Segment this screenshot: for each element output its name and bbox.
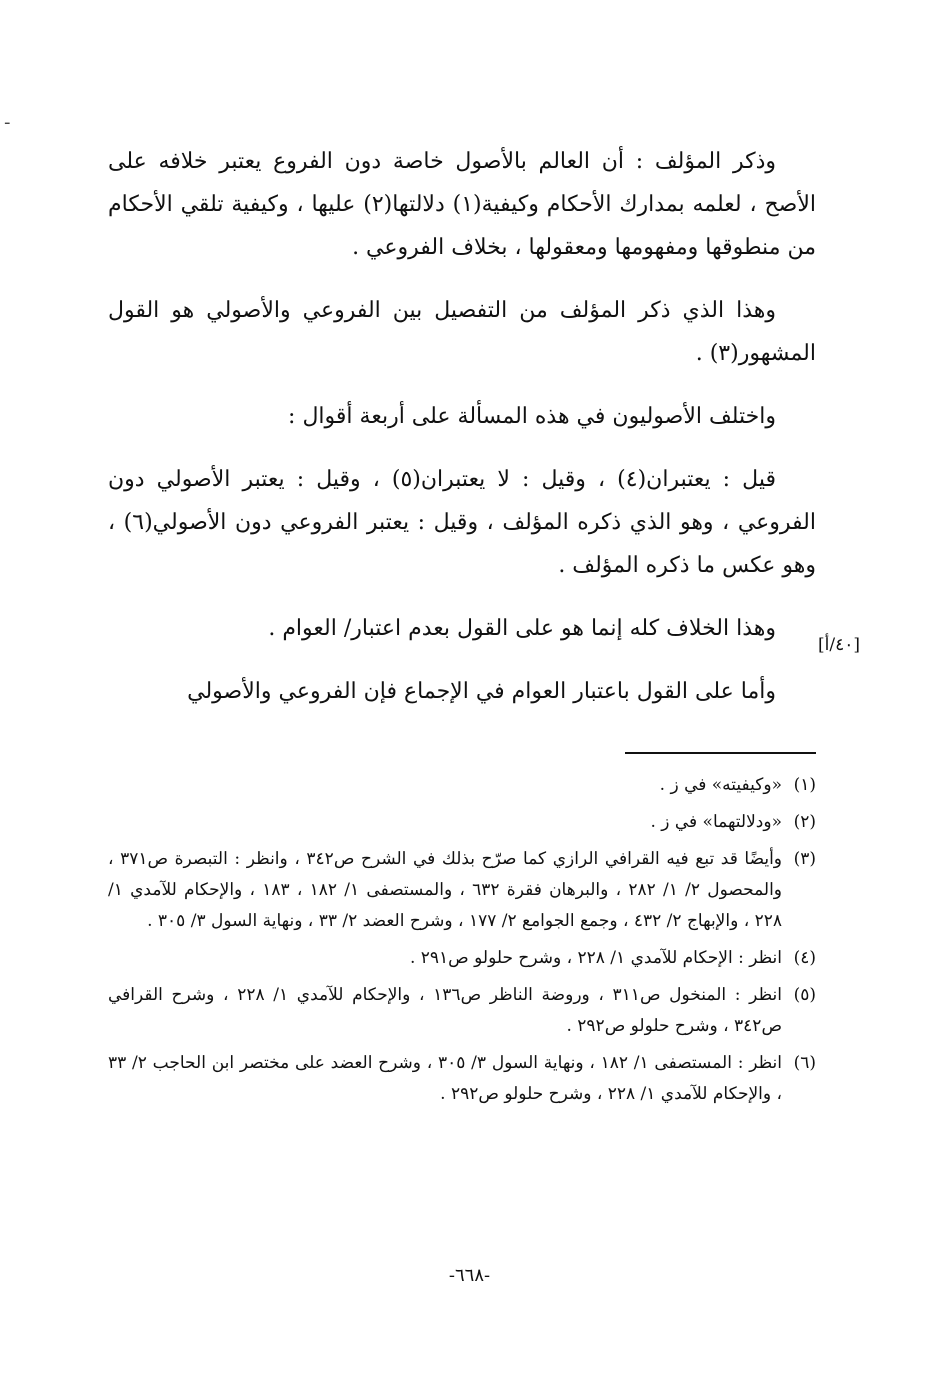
paragraph: قيل : يعتبران(٤) ، وقيل : لا يعتبران(٥) ، وقيل : يعتبر الأصولي دون الفروعي ، وهو الذي ذكره المؤلف ، وقيل : يعتبر الفروعي دون الأصولي(٦) ، وهو عكس ما ذكره المؤلف . [108,467,816,578]
footnote-number: (٢) [793,812,816,832]
main-text [108,140,816,733]
footnote-number: (٥) [793,985,816,1005]
folio-marker: [٤٠/أ] [818,635,860,655]
page-number: -٦٦٨- [448,1265,491,1286]
footnote-separator [625,752,816,754]
footnotes [108,770,816,1116]
footnote-text: وأيضًا قد تبع فيه القرافي الرازي كما صرّح بذلك في الشرح ص٣٤٢ ، وانظر : التبصرة ص٣٧١ ، والمحصول ٢/ ١/ ٢٨٢ ، والبرهان فقرة ٦٣٢ ، والمستصفى ١/ ١٨٢ ، ١٨٣ ، والإحكام للآمدي ١/ ٢٢٨ ، والإبهاج ٢/ ٤٣٢ ، وجمع الجوامع ٢/ ١٧٧ ، وشرح العضد ٢/ ٣٣ ، ونهاية السول ٣/ ٣٠٥ . [108,849,783,931]
footnote [108,943,816,974]
margin-dash: - [4,112,11,133]
paragraph: وهذا الذي ذكر المؤلف من التفصيل بين الفروعي والأصولي هو القول المشهور(٣) . [108,298,816,366]
footnote [108,770,816,801]
footnote-number: (٦) [793,1053,816,1073]
footnote-text: انظر : الإحكام للآمدي ١/ ٢٢٨ ، وشرح حلولو ص٢٩١ . [409,948,782,968]
footnote-text: «ودلالتهما» في ز . [650,812,782,832]
footnote [108,980,816,1042]
paragraph: وهذا الخلاف كله إنما هو على القول بعدم اعتبار/ العوام . [268,616,776,641]
footnote-number: (٣) [793,849,816,869]
paragraph: وأما على القول باعتبار العوام في الإجماع فإن الفروعي والأصولي [187,679,776,704]
footnote-number: (٤) [793,948,816,968]
footnote [108,807,816,838]
footnote-number: (١) [793,775,816,795]
footnote-text: انظر : المستصفى ١/ ١٨٢ ، ونهاية السول ٣/ ٣٠٥ ، وشرح العضد على مختصر ابن الحاجب ٢/ ٣٣ ، والإحكام للآمدي ١/ ٢٢٨ ، وشرح حلولو ص٢٩٢ . [108,1053,782,1104]
footnote [108,844,816,937]
footnote [108,1048,816,1110]
footnote-text: «وكيفيته» في ز . [659,775,782,795]
paragraph: وذكر المؤلف : أن العالم بالأصول خاصة دون الفروع يعتبر خلافه على الأصح ، لعلمه بمدارك الأحكام وكيفية(١) دلالتها(٢) عليها ، وكيفية تلقي الأحكام من منطوقها ومفهومها ومعقولها ، بخلاف الفروعي . [108,149,816,260]
paragraph: واختلف الأصوليون في هذه المسألة على أربعة أقوال : [288,404,776,429]
footnote-text: انظر : المنخول ص٣١١ ، وروضة الناظر ص١٣٦ ، والإحكام للآمدي ١/ ٢٢٨ ، وشرح القرافي ص٣٤٢ ، وشرح حلولو ص٢٩٢ . [108,985,782,1036]
